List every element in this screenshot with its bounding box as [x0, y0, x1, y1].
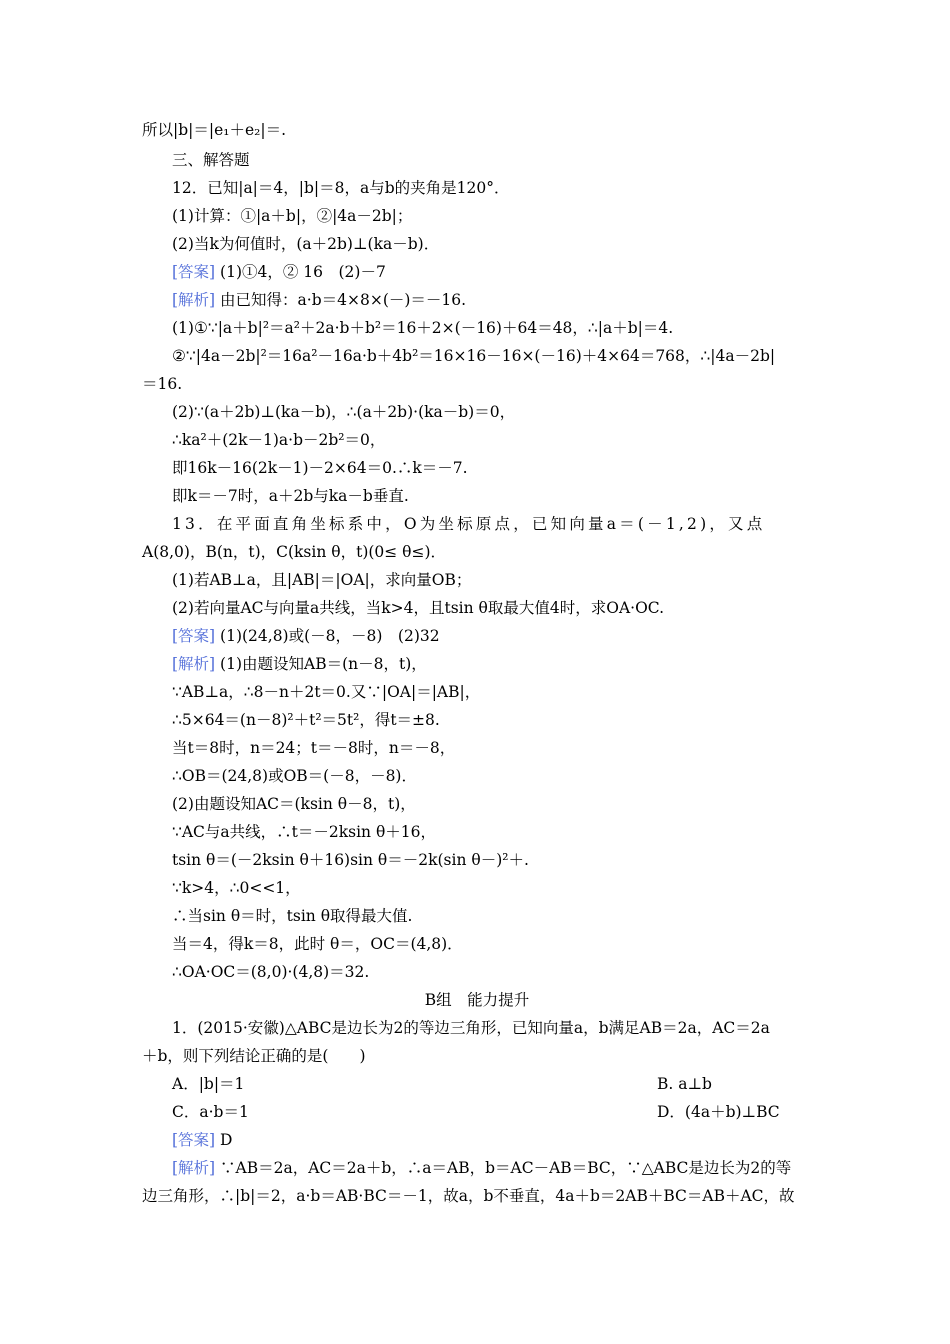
section-heading: B组 能力提升 [424, 991, 530, 1009]
answer-text: D [220, 1131, 233, 1149]
answer-tag: [答案] [172, 627, 216, 645]
text-line: 边三角形，∴|b|＝2，a·b＝AB·BC＝－1，故a，b不垂直，4a＋b＝2AB＋BC＝AB＋AC，故 [142, 1187, 795, 1205]
answer-tag: [答案] [172, 263, 216, 281]
analysis-line [172, 1158, 812, 1178]
text-line: (2)由题设知AC＝(ksin θ－8，t)， [172, 795, 416, 813]
problem-13: 13．在平面直角坐标系中，O为坐标原点，已知向量a＝(－1,2)，又点 [172, 515, 766, 533]
text-line: ∴5×64＝(n－8)²＋t²＝5t²，得t＝±8. [172, 711, 440, 729]
text-line: ∵AC与a共线，∴t＝－2ksin θ＋16， [172, 823, 437, 841]
options-row [172, 1074, 812, 1094]
analysis-line [172, 654, 812, 674]
text-line: 即16k－16(2k－1)－2×64＝0.∴k＝－7. [172, 459, 468, 477]
text-line: (2)∵(a＋2b)⊥(ka－b)，∴(a＋2b)·(ka－b)＝0， [172, 403, 516, 421]
options-row [172, 1102, 812, 1122]
text-line: 所以|b|＝|e₁＋e₂|＝. [142, 121, 287, 139]
text-line: ∴OA·OC＝(8,0)·(4,8)＝32. [172, 963, 370, 981]
text-line: ＋b，则下列结论正确的是( ) [142, 1047, 366, 1065]
text-line: ∴ka²＋(2k－1)a·b－2b²＝0， [172, 431, 386, 449]
text-line: (1)若AB⊥a，且|AB|＝|OA|，求向量OB； [172, 571, 472, 589]
answer-line [172, 626, 812, 646]
text-line: ②∵|4a－2b|²＝16a²－16a·b＋4b²＝16×16－16×(－16)＋4×64＝768，∴|4a－2b| [172, 347, 776, 365]
option-c: C．a·b＝1 [172, 1103, 249, 1121]
text-line: (1)①∵|a＋b|²＝a²＋2a·b＋b²＝16＋2×(－16)＋64＝48，∴|a＋b|＝4. [172, 319, 674, 337]
answer-line [172, 1130, 812, 1150]
text-line: ＝16. [142, 375, 183, 393]
text-line: A(8,0)，B(n，t)，C(ksin θ，t)(0≤ θ≤)． [142, 543, 447, 561]
analysis-tag: [解析] [172, 291, 216, 309]
text-line: (2)若向量AC与向量a共线，当k>4，且tsin θ取最大值4时，求OA·OC. [172, 599, 665, 617]
text-line: (2)当k为何值时，(a＋2b)⊥(ka－b)． [172, 235, 440, 253]
analysis-text: 由已知得：a·b＝4×8×(－)＝－16. [220, 291, 467, 309]
text-line: (1)计算：①|a＋b|，②|4a－2b|； [172, 207, 413, 225]
analysis-text: ∵AB＝2a，AC＝2a＋b，∴a＝AB，b＝AC－AB＝BC，∵△ABC是边长为2的等 [220, 1159, 792, 1177]
section-heading: 三、解答题 [172, 151, 250, 169]
text-line: 当＝4，得k＝8，此时 θ＝，OC＝(4,8)． [172, 935, 463, 953]
analysis-tag: [解析] [172, 1159, 216, 1177]
text-line: ∵AB⊥a，∴8－n＋2t＝0.又∵|OA|＝|AB|， [172, 683, 481, 701]
text-line: 即k＝－7时，a＋2b与ka－b垂直. [172, 487, 409, 505]
text-line: ∴当sin θ＝时，tsin θ取得最大值. [172, 907, 413, 925]
problem-12: 12．已知|a|＝4，|b|＝8，a与b的夹角是120°． [172, 179, 510, 197]
analysis-tag: [解析] [172, 655, 216, 673]
text-line: ∵k>4，∴0<<1， [172, 879, 301, 897]
answer-line [172, 262, 812, 282]
answer-text: (1)①4，② 16 (2)－7 [220, 263, 386, 281]
answer-text: (1)(24,8)或(－8，－8) (2)32 [220, 627, 440, 645]
option-d: D．(4a＋b)⊥BC [657, 1103, 780, 1121]
text-line: tsin θ＝(－2ksin θ＋16)sin θ＝－2k(sin θ－)²＋. [172, 851, 529, 869]
text-line: ∴OB＝(24,8)或OB＝(－8，－8)． [172, 767, 417, 785]
analysis-line [172, 290, 812, 310]
answer-tag: [答案] [172, 1131, 216, 1149]
text-line: 当t＝8时，n＝24；t＝－8时，n＝－8， [172, 739, 456, 757]
problem-b1: 1．(2015·安徽)△ABC是边长为2的等边三角形，已知向量a，b满足AB＝2a，AC＝2a [172, 1019, 770, 1037]
option-b: B. a⊥b [657, 1075, 712, 1093]
option-a: A．|b|＝1 [172, 1075, 245, 1093]
analysis-text: (1)由题设知AB＝(n－8，t)， [220, 655, 427, 673]
